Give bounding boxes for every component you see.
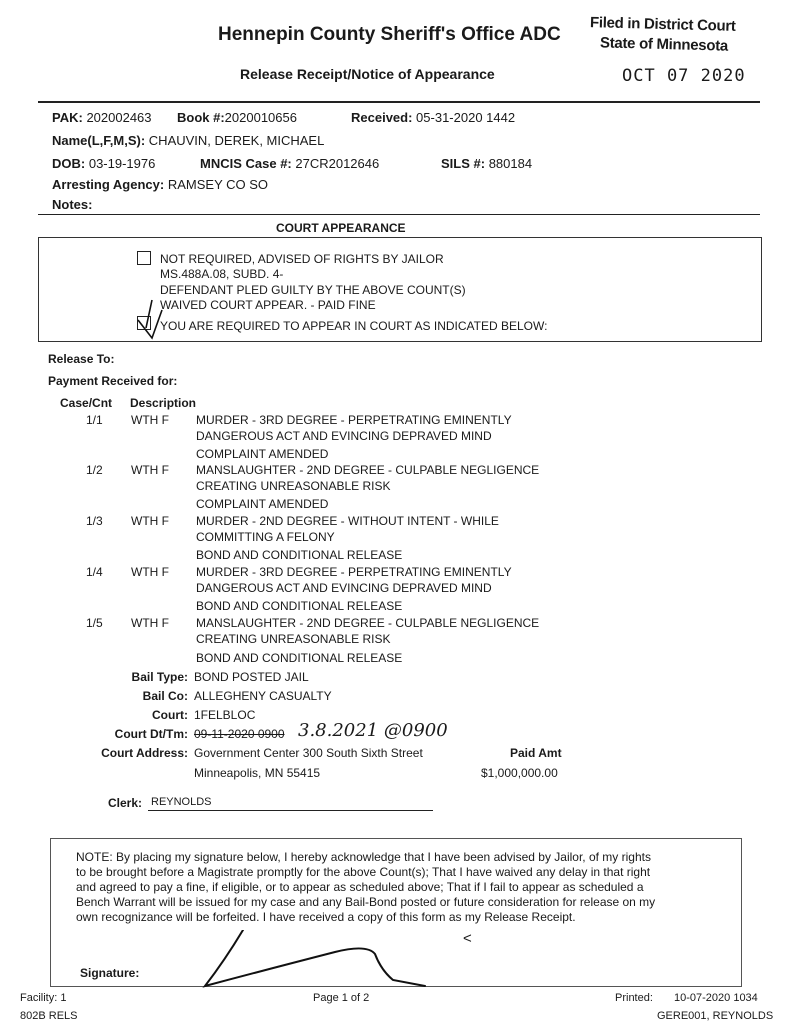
ca-line5: YOU ARE REQUIRED TO APPEAR IN COURT AS INDICATED BELOW: [160, 319, 548, 333]
received-value: 05-31-2020 1442 [416, 110, 516, 125]
charge-note: COMPLAINT AMENDED [196, 447, 329, 461]
court-dt-label: Court Dt/Tm: [114, 727, 188, 741]
bail-co-label: Bail Co: [142, 689, 188, 703]
court-label: Court: [152, 708, 188, 722]
charge-desc-2: DANGEROUS ACT AND EVINCING DEPRAVED MIND [196, 429, 492, 443]
charge-cnt: 1/2 [86, 463, 103, 477]
form-subtitle: Release Receipt/Notice of Appearance [240, 66, 495, 82]
charge-note: COMPLAINT AMENDED [196, 497, 329, 511]
paid-amt-label: Paid Amt [510, 746, 562, 760]
dob-value: 03-19-1976 [88, 156, 156, 171]
sils-label: SILS #: [441, 156, 486, 171]
charge-desc-1: MURDER - 3RD DEGREE - PERPETRATING EMINENTLY [196, 413, 512, 427]
court-appearance-title: COURT APPEARANCE [276, 221, 406, 235]
office-title: Hennepin County Sheriff's Office ADC [218, 24, 561, 45]
bail-type-label: Bail Type: [131, 670, 188, 684]
charge-desc-2: DANGEROUS ACT AND EVINCING DEPRAVED MIND [196, 581, 492, 595]
note-line-5: own recognizance will be forfeited. I have received a copy of this form as my Release Receipt. [76, 910, 576, 924]
received-row [351, 110, 515, 125]
pak-value: 202002463 [86, 110, 152, 125]
page-number: Page 1 of 2 [313, 992, 370, 1004]
clerk-value: REYNOLDS [151, 796, 212, 808]
filed-stamp-line2: State of Minnesota [599, 34, 729, 55]
casecnt-header: Case/Cnt [60, 396, 113, 410]
notes-label: Notes: [52, 197, 93, 212]
charge-note: BOND AND CONDITIONAL RELEASE [196, 548, 403, 562]
bail-co-value: ALLEGHENY CASUALTY [194, 689, 332, 703]
charge-desc-1: MANSLAUGHTER - 2ND DEGREE - CULPABLE NEGLIGENCE [196, 616, 540, 630]
charge-cnt: 1/4 [86, 565, 103, 579]
payment-label: Payment Received for: [48, 374, 178, 388]
caret-mark-icon: < [463, 930, 472, 947]
sils-value: 880184 [488, 156, 533, 171]
printed-label: Printed: [615, 992, 653, 1004]
signature-scribble-icon [195, 930, 435, 990]
header-divider [38, 101, 760, 103]
dob-label: DOB: [52, 156, 86, 171]
release-to-label: Release To: [48, 352, 115, 366]
ca-line2: MS.488A.08, SUBD. 4- [160, 267, 284, 281]
filed-stamp-line1: Filed in District Court [589, 14, 736, 35]
charge-desc-2: COMMITTING A FELONY [196, 530, 335, 544]
dob-row [52, 156, 155, 171]
operator-id: GERE001, REYNOLDS [657, 1010, 774, 1022]
clerk-underline [148, 810, 433, 811]
description-header: Description [130, 396, 197, 410]
name-row [52, 133, 324, 148]
book-value: 2020010656 [224, 110, 297, 125]
facility-text: Facility: 1 [20, 992, 67, 1004]
agency-value: RAMSEY CO SO [167, 177, 269, 192]
charge-code: WTH F [131, 514, 169, 528]
agency-row [52, 177, 268, 192]
name-label: Name(L,F,M,S): [52, 133, 146, 148]
charge-note: BOND AND CONDITIONAL RELEASE [196, 651, 403, 665]
charge-code: WTH F [131, 463, 169, 477]
mncis-value: 27CR2012646 [295, 156, 380, 171]
note-line-4: Bench Warrant will be issued for my case and any Bail-Bond posted or future consideration for release on my [76, 895, 656, 909]
bail-type-value: BOND POSTED JAIL [194, 670, 309, 684]
charge-desc-1: MURDER - 3RD DEGREE - PERPETRATING EMINENTLY [196, 565, 512, 579]
sils-row [441, 156, 532, 171]
charge-cnt: 1/1 [86, 413, 103, 427]
not-required-checkbox[interactable] [137, 251, 151, 265]
charge-code: WTH F [131, 616, 169, 630]
printed-date: 10-07-2020 1034 [674, 992, 758, 1004]
note-line-1: NOTE: By placing my signature below, I hereby acknowledge that I have been advised by Jailor, of my rights [76, 850, 651, 864]
charge-desc-2: CREATING UNREASONABLE RISK [196, 632, 391, 646]
pak-row [52, 110, 152, 125]
ca-line4: WAIVED COURT APPEAR. - PAID FINE [160, 298, 376, 312]
filed-stamp-date: OCT 07 2020 [622, 66, 746, 86]
court-dt-struck: 09-11-2020 0900 [194, 727, 285, 741]
court-address-line2: Minneapolis, MN 55415 [194, 766, 321, 780]
charge-desc-2: CREATING UNREASONABLE RISK [196, 479, 391, 493]
court-address-line1: Government Center 300 South Sixth Street [194, 746, 423, 760]
name-value: CHAUVIN, DEREK, MICHAEL [148, 133, 325, 148]
book-row [177, 110, 297, 125]
pak-label: PAK: [52, 110, 83, 125]
note-line-3: and agreed to pay a fine, if eligible, or to appear as scheduled above; That if I fail to appear as scheduled a [76, 880, 644, 894]
form-code: 802B RELS [20, 1010, 78, 1022]
charge-code: WTH F [131, 413, 169, 427]
clerk-label: Clerk: [108, 796, 143, 810]
book-label: Book #: [177, 110, 225, 125]
court-address-label: Court Address: [101, 746, 188, 760]
ca-line1: NOT REQUIRED, ADVISED OF RIGHTS BY JAILOR [160, 252, 444, 266]
charge-code: WTH F [131, 565, 169, 579]
received-label: Received: [351, 110, 413, 125]
mncis-label: MNCIS Case #: [200, 156, 292, 171]
paid-amt-value: $1,000,000.00 [481, 766, 558, 780]
court-dt-handwritten: 3.8.2021 @0900 [298, 720, 448, 741]
charge-cnt: 1/5 [86, 616, 103, 630]
mncis-row [200, 156, 379, 171]
charge-cnt: 1/3 [86, 514, 103, 528]
agency-label: Arresting Agency: [52, 177, 165, 192]
charge-desc-1: MANSLAUGHTER - 2ND DEGREE - CULPABLE NEGLIGENCE [196, 463, 540, 477]
charge-desc-1: MURDER - 2ND DEGREE - WITHOUT INTENT - WHILE [196, 514, 499, 528]
signature-label: Signature: [80, 966, 140, 980]
section-divider [38, 214, 760, 215]
ca-line3: DEFENDANT PLED GUILTY BY THE ABOVE COUNT(S) [160, 283, 466, 297]
charge-note: BOND AND CONDITIONAL RELEASE [196, 599, 403, 613]
court-value: 1FELBLOC [194, 708, 256, 722]
note-line-2: to be brought before a Magistrate promptly for the above Count(s); That I have waived any delay in that right [76, 865, 651, 879]
